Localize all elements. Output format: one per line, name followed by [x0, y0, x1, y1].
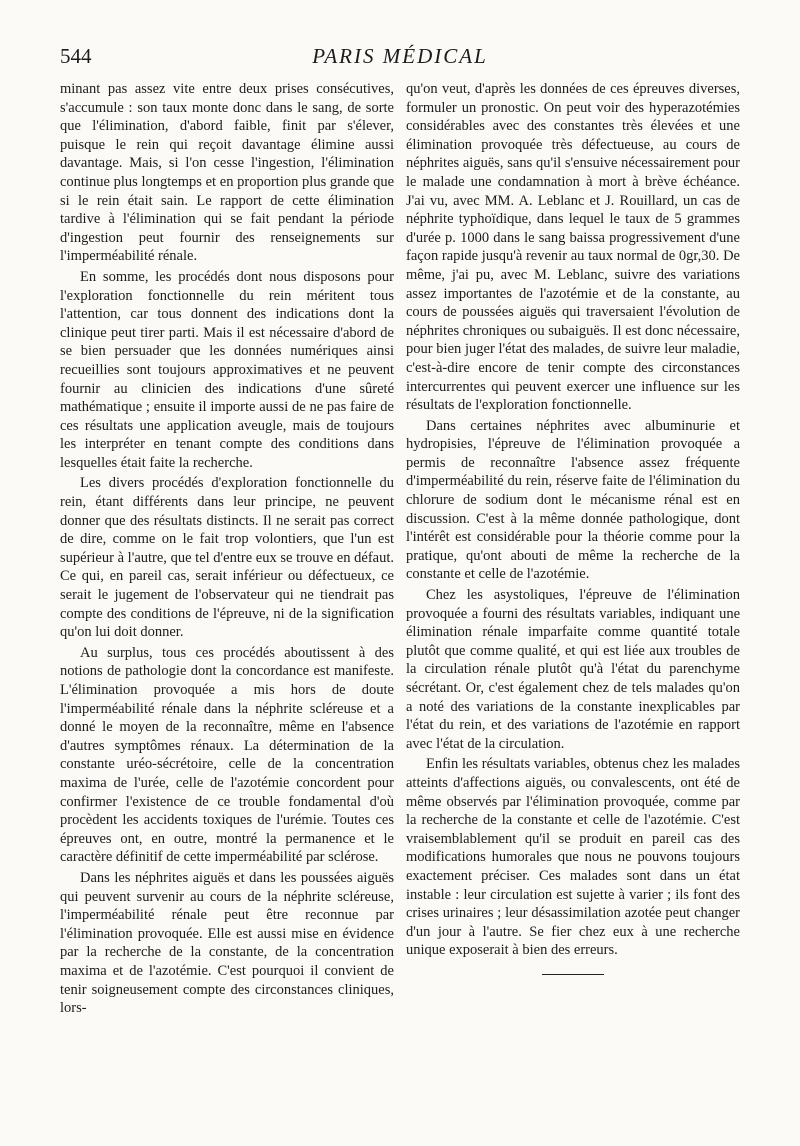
paragraph: Au surplus, tous ces procédés aboutissent à des notions de pathologie dont la concordance est manifeste. L'élimination provoquée a mis hors de doute l'imperméabilité rénale dans la néphrite scléreuse et a donné le moyen de la reconnaître, même en l'absence d'autres symptômes rénaux. La détermination de la constante uréo-sécrétoire, celle de la concentration maxima de l'urée, celle de l'azotémie concordent pour confirmer l'existence de ce trouble fondamental d'où procèdent les accidents toxiques de l'urémie. Toutes ces épreuves ont, en outre, montré la permanence et le caractère définitif de cette imperméabilité par sclérose.: [60, 644, 394, 866]
paragraph: En somme, les procédés dont nous disposons pour l'exploration fonctionnelle du rein méritent tous l'attention, car tous donnent des indications dont la clinique peut tirer parti. Mais il est nécessaire d'abord de se bien persuader que les données numériques ainsi recueillies sont toujours approximatives et ne peuvent fournir au clinicien des indications d'une sûreté mathématique ; ensuite il importe aussi de ne pas faire de ces résultats une application aveugle, mais de toujours les interpréter en tenant compte des conditions dans lesquelles était faite la recherche.: [60, 268, 394, 471]
end-rule: [542, 974, 604, 975]
paragraph: Enfin les résultats variables, obtenus chez les malades atteints d'affections aiguës, ou convalescents, ont été de même observés par l'élimination provoquée, comme par la recherche de la constante et celle de l'azotémie. C'est vraisemblablement qu'il se produit en pareil cas des modifications humorales que nous ne pouvons toujours exactement préciser. Ces malades sont dans un état instable : leur circulation est sujette à varier ; ils font des crises urinaires ; leur désassimilation azotée peut changer d'un jour à l'autre. Se fier chez eux à une recherche unique exposerait à bien des erreurs.: [406, 756, 740, 959]
paragraph: minant pas assez vite entre deux prises consécutives, s'accumule : son taux monte donc dans le sang, de sorte que l'élimination, d'abord faible, finit par s'élever, puisque le rein qui reçoit davantage élimine aussi davantage. Mais, si l'on cesse l'ingestion, l'élimination continue plus longtemps et en proportion plus grande que si le rein était sain. Le rapport de cette élimination tardive à l'élimination qui se fait pendant la période d'ingestion peut fournir des renseignements sur l'imperméabilité rénale.: [60, 81, 394, 265]
paragraph: Dans certaines néphrites avec albuminurie et hydropisies, l'épreuve de l'élimination provoquée a permis de reconnaître l'absence assez fréquente d'imperméabilité du rein, réserve faite de l'élimination du chlorure de sodium dont le mécanisme rénal est en discussion. C'est à la même donnée pathologique, dont l'intérêt est considérable pour la théorie comme pour la pratique, qu'ont abouti de même la recherche de la constante et celle de l'azotémie.: [406, 417, 740, 583]
page-number: 544: [60, 44, 92, 68]
paragraph: Chez les asystoliques, l'épreuve de l'élimination provoquée a fourni des résultats variables, indiquant une élimination rénale imparfaite comme quantité totale plutôt que comme qualité, et qui est liée aux troubles de la circulation rénale plutôt qu'à l'état du parenchyme sécrétant. Or, c'est également chez de tels malades qu'on a noté des variations de la constante inexplicables par l'état du rein, et des variations de l'azotémie en rapport avec l'état de la circulation.: [406, 587, 740, 752]
paragraph: Les divers procédés d'exploration fonctionnelle du rein, étant différents dans leur principe, ne peuvent donner que des résultats distincts. Il ne serait pas correct de dire, comme on le fait trop volontiers, que l'un est supérieur à l'autre, que tel d'entre eux se trouve en défaut. Ce qui, en pareil cas, serait inférieur ou défectueux, ce serait le jugement de l'observateur qui ne tiendrait pas compte des conditions de l'épreuve, ni de la signification qu'on lui doit donner.: [60, 475, 394, 641]
running-title: PARIS MÉDICAL: [312, 44, 488, 68]
paragraph: qu'on veut, d'après les données de ces épreuves diverses, formuler un pronostic. On peut voir des hyperazotémies considérables avec des constantes très élevées et une élimination provoquée très défectueuse, au cours de néphrites aiguës, sans qu'il s'ensuive nécessairement pour le malade une condamnation à mort à brève échéance. J'ai vu, avec MM. A. Leblanc et J. Rouillard, un cas de néphrite typhoïdique, dans lequel le taux de 5 grammes d'urée p. 1000 dans le sang baissa progressivement d'une façon rapide jusqu'à revenir au taux normal de 0gr,30. De même, j'ai pu, avec M. Leblanc, suivre des variations assez importantes de l'azotémie et de la constante, au cours de poussées aiguës qui traversaient l'évolution de néphrites chroniques ou subaiguës. Il est donc nécessaire, pour bien juger l'état des malades, de suivre leur maladie, c'est-à-dire encore de tenir compte des circonstances intercurrentes qui peuvent exercer une influence sur les résultats de l'exploration fonctionnelle.: [406, 81, 740, 414]
left-column: [60, 80, 394, 1020]
page-header: [60, 44, 740, 76]
paragraph: Dans les néphrites aiguës et dans les poussées aiguës qui peuvent survenir au cours de la néphrite scléreuse, l'imperméabilité rénale peut être reconnue par l'élimination provoquée. Elle est aussi mise en évidence par la recherche de la constante, de la concentration maxima et de l'azotémie. C'est pourquoi il convient de tenir soigneusement compte des circonstances cliniques, lors-: [60, 869, 394, 1017]
right-column: [406, 80, 740, 975]
